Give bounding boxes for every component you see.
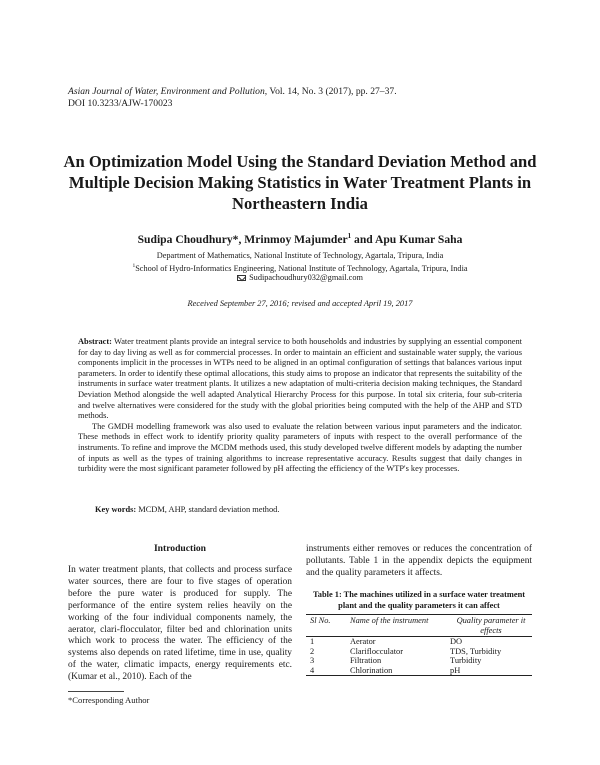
cell-parameter: pH (450, 665, 461, 675)
footnote-divider (68, 691, 124, 692)
abstract-paragraph-2: The GMDH modelling framework was also used to evaluate the relation between various input parameters and the indicator. These methods in effect work to identify priority quality parameters of inputs with respect to the overall performance of the instruments. To refine and improve the MCDM methods used, this study developed twelve different models by adapting the number of inputs as well as the types of training algorithms to increase representative accuracy. Results suggest that daily changes in turbidity were the most significant parameter followed by pH affecting the efficiency of the WTP's key processes. (78, 421, 522, 474)
keywords-text: MCDM, AHP, standard deviation method. (136, 505, 280, 514)
cell-instrument: Aerator (350, 637, 376, 646)
author-2: Mrinmoy Majumder (244, 232, 348, 246)
cell-sl: 2 (310, 646, 315, 656)
cell-sl: 3 (310, 656, 315, 666)
instrument-table (306, 614, 532, 676)
author-2-affil-mark: 1 (347, 232, 352, 240)
section-heading-introduction: Introduction (153, 543, 207, 554)
table-row (306, 656, 532, 666)
paper-title: An Optimization Model Using the Standard Deviation Method and Multiple Decision Making Statistics in Water Treatment Plants in Northeastern India (63, 152, 537, 213)
introduction-left-column: In water treatment plants, that collects and process surface water sources, there are four to five stages of operation before the pure water is produced for supply. The performance of the entire system relies heavily on the working of the four individual components namely, the aerator, clari-flocculator, filter bed and chlorination units which work to process the water. The efficiency of the systems also depends on rated lifetime, time in use, quality of the water, climatic impacts, energy requirements etc. (Kumar et al., 2010). Each of the (68, 565, 292, 683)
journal-name: Asian Journal of Water, Environment and Pollution, (68, 86, 268, 97)
keywords-label: Key words: (95, 505, 137, 514)
cell-parameter: DO (450, 637, 463, 646)
cell-instrument: Filtration (350, 656, 382, 666)
abstract-label: Abstract: (78, 337, 112, 346)
cell-instrument: Clariflocculator (350, 646, 404, 656)
col-header-parameter: Quality parameter it effects (456, 616, 526, 635)
affiliation-dept: Department of Mathematics, National Institute of Technology, Agartala, Tripura, India (156, 251, 444, 260)
journal-header (68, 86, 397, 110)
table-row (306, 647, 532, 657)
affiliation-mark: 1 (132, 263, 136, 269)
abstract (78, 337, 522, 475)
email-address: Sudipachoudhury032@gmail.com (249, 273, 363, 282)
corresponding-author-note: *Corresponding Author (68, 695, 150, 705)
cell-parameter: TDS, Turbidity (450, 646, 502, 656)
keywords (95, 505, 279, 514)
col-header-instrument: Name of the instrument (350, 616, 429, 625)
cell-parameter: Turbidity (450, 656, 482, 666)
abstract-paragraph-1: Water treatment plants provide an integral service to both households and industries by supplying an essential component for day to day living as well as for commercial processes. In order to maintain an efficient and sustainable water supply, the various components implicit in the processes in WTPs need to be aligned in an optimal configuration of settings that balances various input parameters. In order to identify these optimal allocations, this study aims to propose an indicator that represents the suitability of the instruments in surface water treatment plants. It utilizes a new adaptation of multi-criteria decision making techniques, the Standard Deviation Method alongside the well adapted Analytical Hierarchy Process for this purpose. In total six criteria, four sub-criteria and twelve alternatives were considered for the study with the global priorities being computed with the help of the AHP and STD methods. (78, 337, 522, 421)
col-header-sl: Sl No. (310, 616, 331, 625)
received-dates: Received September 27, 2016; revised and accepted April 19, 2017 (187, 299, 413, 308)
introduction-right-column: instruments either removes or reduces the concentration of pollutants. Table 1 in the appendix depicts the equipment and the quality parameters it affects. (306, 544, 532, 578)
table-row (306, 666, 532, 676)
author-email (60, 272, 540, 283)
author-3: and Apu Kumar Saha (351, 232, 463, 246)
doi: DOI 10.3233/AJW-170023 (68, 98, 173, 109)
table-caption: Table 1: The machines utilized in a surface water treatment plant and the quality parameters it can affect (312, 590, 526, 610)
table-row (306, 637, 532, 647)
cell-sl: 4 (310, 665, 315, 675)
envelope-icon (237, 275, 246, 281)
cell-sl: 1 (310, 637, 315, 646)
journal-citation: Vol. 14, No. 3 (2017), pp. 27–37. (267, 86, 397, 97)
table-header-row (306, 615, 532, 637)
author-1: Sudipa Choudhury*, (137, 232, 245, 246)
affiliation-school-text: School of Hydro-Informatics Engineering, National Institute of Technology, Agartala, Tripura, India (135, 263, 468, 273)
author-list (60, 232, 540, 246)
cell-instrument: Chlorination (350, 665, 393, 675)
